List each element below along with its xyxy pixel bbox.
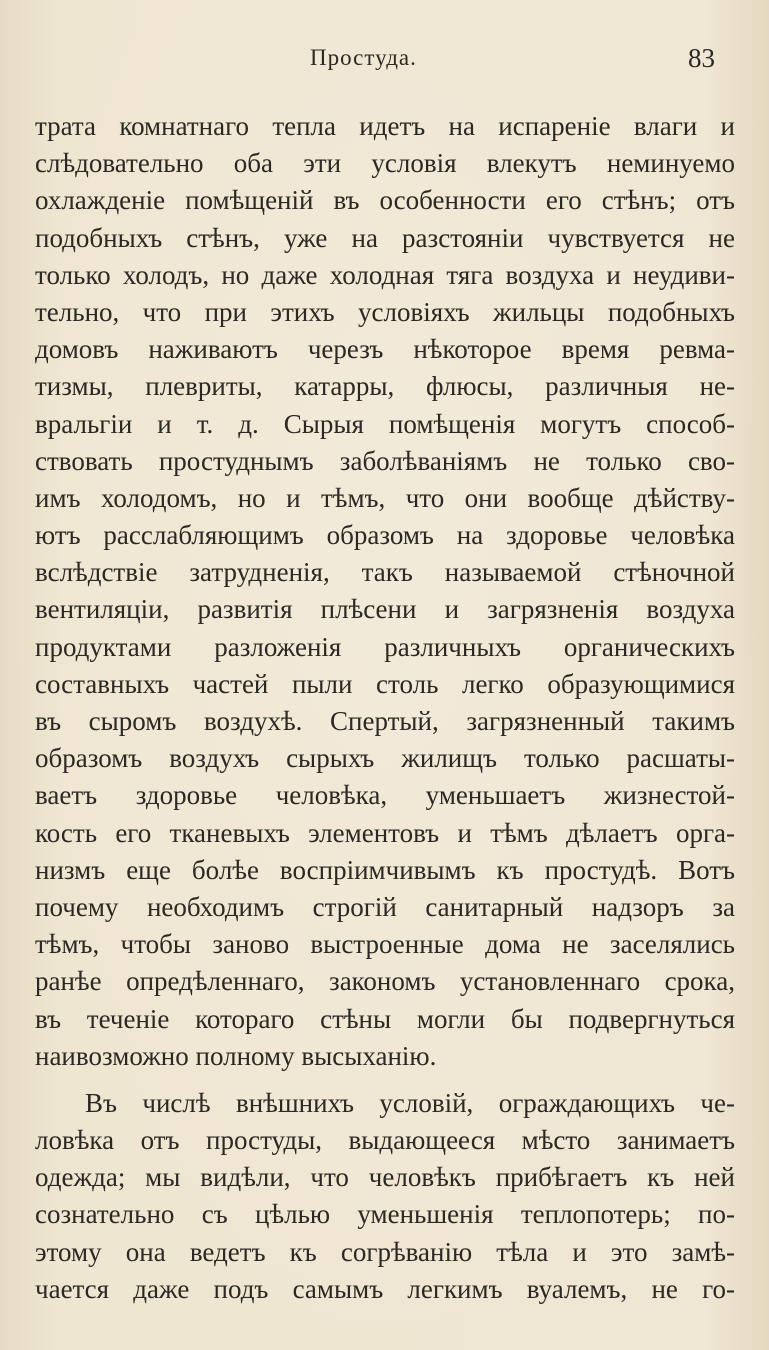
text-line: низмъ еще болѣе воспріимчивымъ къ простудѣ. Вотъ [35,854,735,885]
text-line: кость его тканевыхъ элементовъ и тѣмъ дѣлаетъ орга- [35,817,735,848]
text-line: ваетъ здоровье человѣка, уменьшаетъ жизнестой- [35,780,735,811]
text-line: ранѣе опредѣленнаго, закономъ установленнаго срока, [35,966,735,997]
body-text [35,108,735,1308]
text-line: въ сыромъ воздухѣ. Спертый, загрязненный такимъ [35,706,735,736]
text-line: тѣмъ, чтобы заново выстроенные дома не заселялись [35,929,735,960]
paragraph-start-line: Въ числѣ внѣшнихъ условій, ограждающихъ че- [85,1087,735,1118]
text-line: тизмы, плевриты, катарры, флюсы, различныя не- [35,371,735,402]
text-line: охлажденіе помѣщеній въ особенности его стѣнъ; отъ [35,185,735,216]
text-line: трата комнатнаго тепла идетъ на испареніе влаги и [35,111,735,141]
text-line: ютъ расслабляющимъ образомъ на здоровье человѣка [35,520,735,551]
running-head [0,45,769,79]
text-line: ствовать простуднымъ заболѣваніямъ не только сво- [35,445,735,476]
chapter-title: Простуда. [310,45,417,70]
text-line: почему необходимъ строгій санитарный надзоръ за [35,891,735,922]
text-line: имъ холодомъ, но и тѣмъ, что они вообще дѣйству- [35,482,735,513]
text-line: этому она ведетъ къ согрѣванію тѣла и это замѣ- [35,1236,735,1267]
text-line: тельно, что при этихъ условіяхъ жильцы подобныхъ [35,296,735,327]
text-line: составныхъ частей пыли столь легко образующимися [35,668,735,699]
text-line: только холодъ, но даже холодная тяга воздуха и неудиви- [35,259,735,290]
paragraph-end-line: наивозможно полному высыханію. [35,1040,437,1071]
text-line: сознательно съ цѣлью уменьшенія теплопотерь; по- [35,1199,735,1230]
text-line: чается даже подъ самымъ легкимъ вуалемъ, не го- [35,1273,735,1304]
text-line: образомъ воздухъ сырыхъ жилищъ только расшаты- [35,743,735,774]
text-line: домовъ наживаютъ черезъ нѣкоторое время ревма- [35,334,735,365]
text-line: въ теченіе котораго стѣны могли бы подвергнуться [35,1003,735,1034]
text-line: подобныхъ стѣнъ, уже на разстояніи чувствуется не [35,222,735,253]
page-number: 83 [688,43,715,73]
text-line: одежда; мы видѣли, что человѣкъ прибѣгаетъ къ ней [35,1162,735,1193]
text-line: вслѣдствіе затрудненія, такъ называемой стѣночной [35,557,735,588]
text-line: продуктами разложенія различныхъ органическихъ [35,631,735,662]
text-line: вентиляціи, развитія плѣсени и загрязненія воздуха [35,594,735,625]
text-line: ловѣка отъ простуды, выдающееся мѣсто занимаетъ [35,1125,735,1156]
text-line: слѣдовательно оба эти условія влекутъ неминуемо [35,148,735,179]
text-line: вральгіи и т. д. Сырыя помѣщенія могутъ способ- [35,408,735,439]
